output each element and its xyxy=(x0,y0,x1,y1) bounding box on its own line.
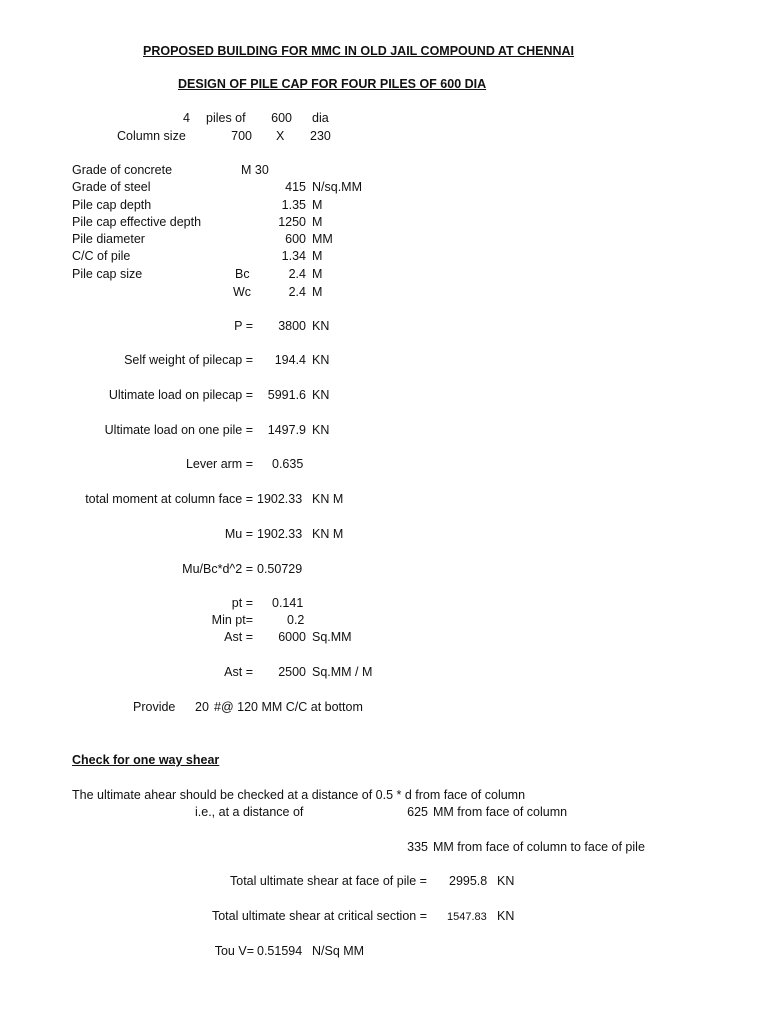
ast-per-m-unit: Sq.MM / M xyxy=(312,665,373,679)
shear-critical-value: 1547.83 xyxy=(447,911,487,923)
wc-unit: M xyxy=(312,285,323,299)
min-pt-label: Min pt= xyxy=(211,613,253,627)
cc-pile-value: 1.34 xyxy=(281,249,306,263)
bc-label: Bc xyxy=(235,267,250,281)
eff-depth-value: 1250 xyxy=(278,215,306,229)
distance-335-value: 335 xyxy=(407,840,428,854)
column-size-a: 700 xyxy=(231,129,252,143)
eff-depth-unit: M xyxy=(312,215,323,229)
pile-cap-size-label: Pile cap size xyxy=(72,267,143,281)
eff-depth-label: Pile cap effective depth xyxy=(72,215,202,229)
tou-v-value: 0.51594 xyxy=(257,944,303,958)
pt-value: 0.141 xyxy=(272,596,304,610)
mu-ratio-label: Mu/Bc*d^2 = xyxy=(182,562,253,576)
ast-label: Ast = xyxy=(224,630,253,644)
shear-critical-unit: KN xyxy=(497,909,515,923)
pile-dia-unit: dia xyxy=(312,111,329,125)
pile-diameter-label: Pile diameter xyxy=(72,232,145,246)
ult-load-pilecap-value: 5991.6 xyxy=(267,388,306,402)
wc-value: 2.4 xyxy=(288,285,306,299)
tou-v-label: Tou V= xyxy=(214,944,254,958)
shear-face-pile-unit: KN xyxy=(497,874,515,888)
shear-critical-label: Total ultimate shear at critical section = xyxy=(211,909,427,923)
depth-label: Pile cap depth xyxy=(72,198,152,212)
distance-label: i.e., at a distance of xyxy=(195,805,304,819)
ast-unit: Sq.MM xyxy=(312,630,352,644)
pile-diameter-value: 600 xyxy=(285,232,306,246)
shear-face-pile-label: Total ultimate shear at face of pile = xyxy=(230,874,427,888)
total-moment-label: total moment at column face = xyxy=(85,492,253,506)
pile-dia-value: 600 xyxy=(271,111,292,125)
piles-of-label: piles of xyxy=(206,111,246,125)
distance-625-text: MM from face of column xyxy=(433,805,568,819)
lever-arm-value: 0.635 xyxy=(272,457,304,471)
p-label: P = xyxy=(234,319,253,333)
pile-count: 4 xyxy=(183,111,190,125)
shear-intro: The ultimate ahear should be checked at a distance of 0.5 * d from face of column xyxy=(72,788,526,802)
ult-load-pilecap-unit: KN xyxy=(312,388,330,402)
self-weight-unit: KN xyxy=(312,353,330,367)
mu-label: Mu = xyxy=(224,527,253,541)
steel-label: Grade of steel xyxy=(72,180,151,194)
ast-value: 6000 xyxy=(278,630,306,644)
steel-unit: N/sq.MM xyxy=(312,180,362,194)
provide-spacing: #@ 120 MM C/C at bottom xyxy=(214,700,363,714)
mu-unit: KN M xyxy=(312,527,344,541)
lever-arm-label: Lever arm = xyxy=(185,457,253,471)
total-moment-value: 1902.33 xyxy=(257,492,303,506)
p-value: 3800 xyxy=(278,319,306,333)
mu-value: 1902.33 xyxy=(257,527,303,541)
column-size-x: X xyxy=(276,129,285,143)
pt-label: pt = xyxy=(231,596,253,610)
bc-value: 2.4 xyxy=(288,267,306,281)
bc-unit: M xyxy=(312,267,323,281)
depth-unit: M xyxy=(312,198,323,212)
pile-diameter-unit: MM xyxy=(312,232,333,246)
provide-bar-dia: 20 xyxy=(195,700,209,714)
concrete-label: Grade of concrete xyxy=(72,163,173,177)
shear-face-pile-value: 2995.8 xyxy=(449,874,488,888)
distance-625-value: 625 xyxy=(407,805,428,819)
column-size-b: 230 xyxy=(310,129,331,143)
self-weight-value: 194.4 xyxy=(274,353,306,367)
steel-value: 415 xyxy=(285,180,306,194)
wc-label: Wc xyxy=(233,285,252,299)
depth-value: 1.35 xyxy=(281,198,306,212)
ult-load-pilecap-label: Ultimate load on pilecap = xyxy=(108,388,253,402)
cc-pile-label: C/C of pile xyxy=(72,249,131,263)
page-title: PROPOSED BUILDING FOR MMC IN OLD JAIL COMPOUND AT CHENNAI xyxy=(143,44,575,58)
ult-load-pile-label: Ultimate load on one pile = xyxy=(104,423,253,437)
shear-heading: Check for one way shear xyxy=(72,753,220,767)
distance-335-text: MM from face of column to face of pile xyxy=(433,840,645,854)
cc-pile-unit: M xyxy=(312,249,323,263)
p-unit: KN xyxy=(312,319,330,333)
concrete-value: M 30 xyxy=(241,163,269,177)
ast-per-m-value: 2500 xyxy=(278,665,306,679)
ast-per-m-label: Ast = xyxy=(224,665,253,679)
min-pt-value: 0.2 xyxy=(287,613,305,627)
provide-label: Provide xyxy=(133,700,176,714)
page-subtitle: DESIGN OF PILE CAP FOR FOUR PILES OF 600 DIA xyxy=(178,77,487,91)
ult-load-pile-value: 1497.9 xyxy=(267,423,306,437)
mu-ratio-value: 0.50729 xyxy=(257,562,303,576)
tou-v-unit: N/Sq MM xyxy=(312,944,365,958)
self-weight-label: Self weight of pilecap = xyxy=(124,353,253,367)
total-moment-unit: KN M xyxy=(312,492,344,506)
column-size-label: Column size xyxy=(117,129,186,143)
ult-load-pile-unit: KN xyxy=(312,423,330,437)
